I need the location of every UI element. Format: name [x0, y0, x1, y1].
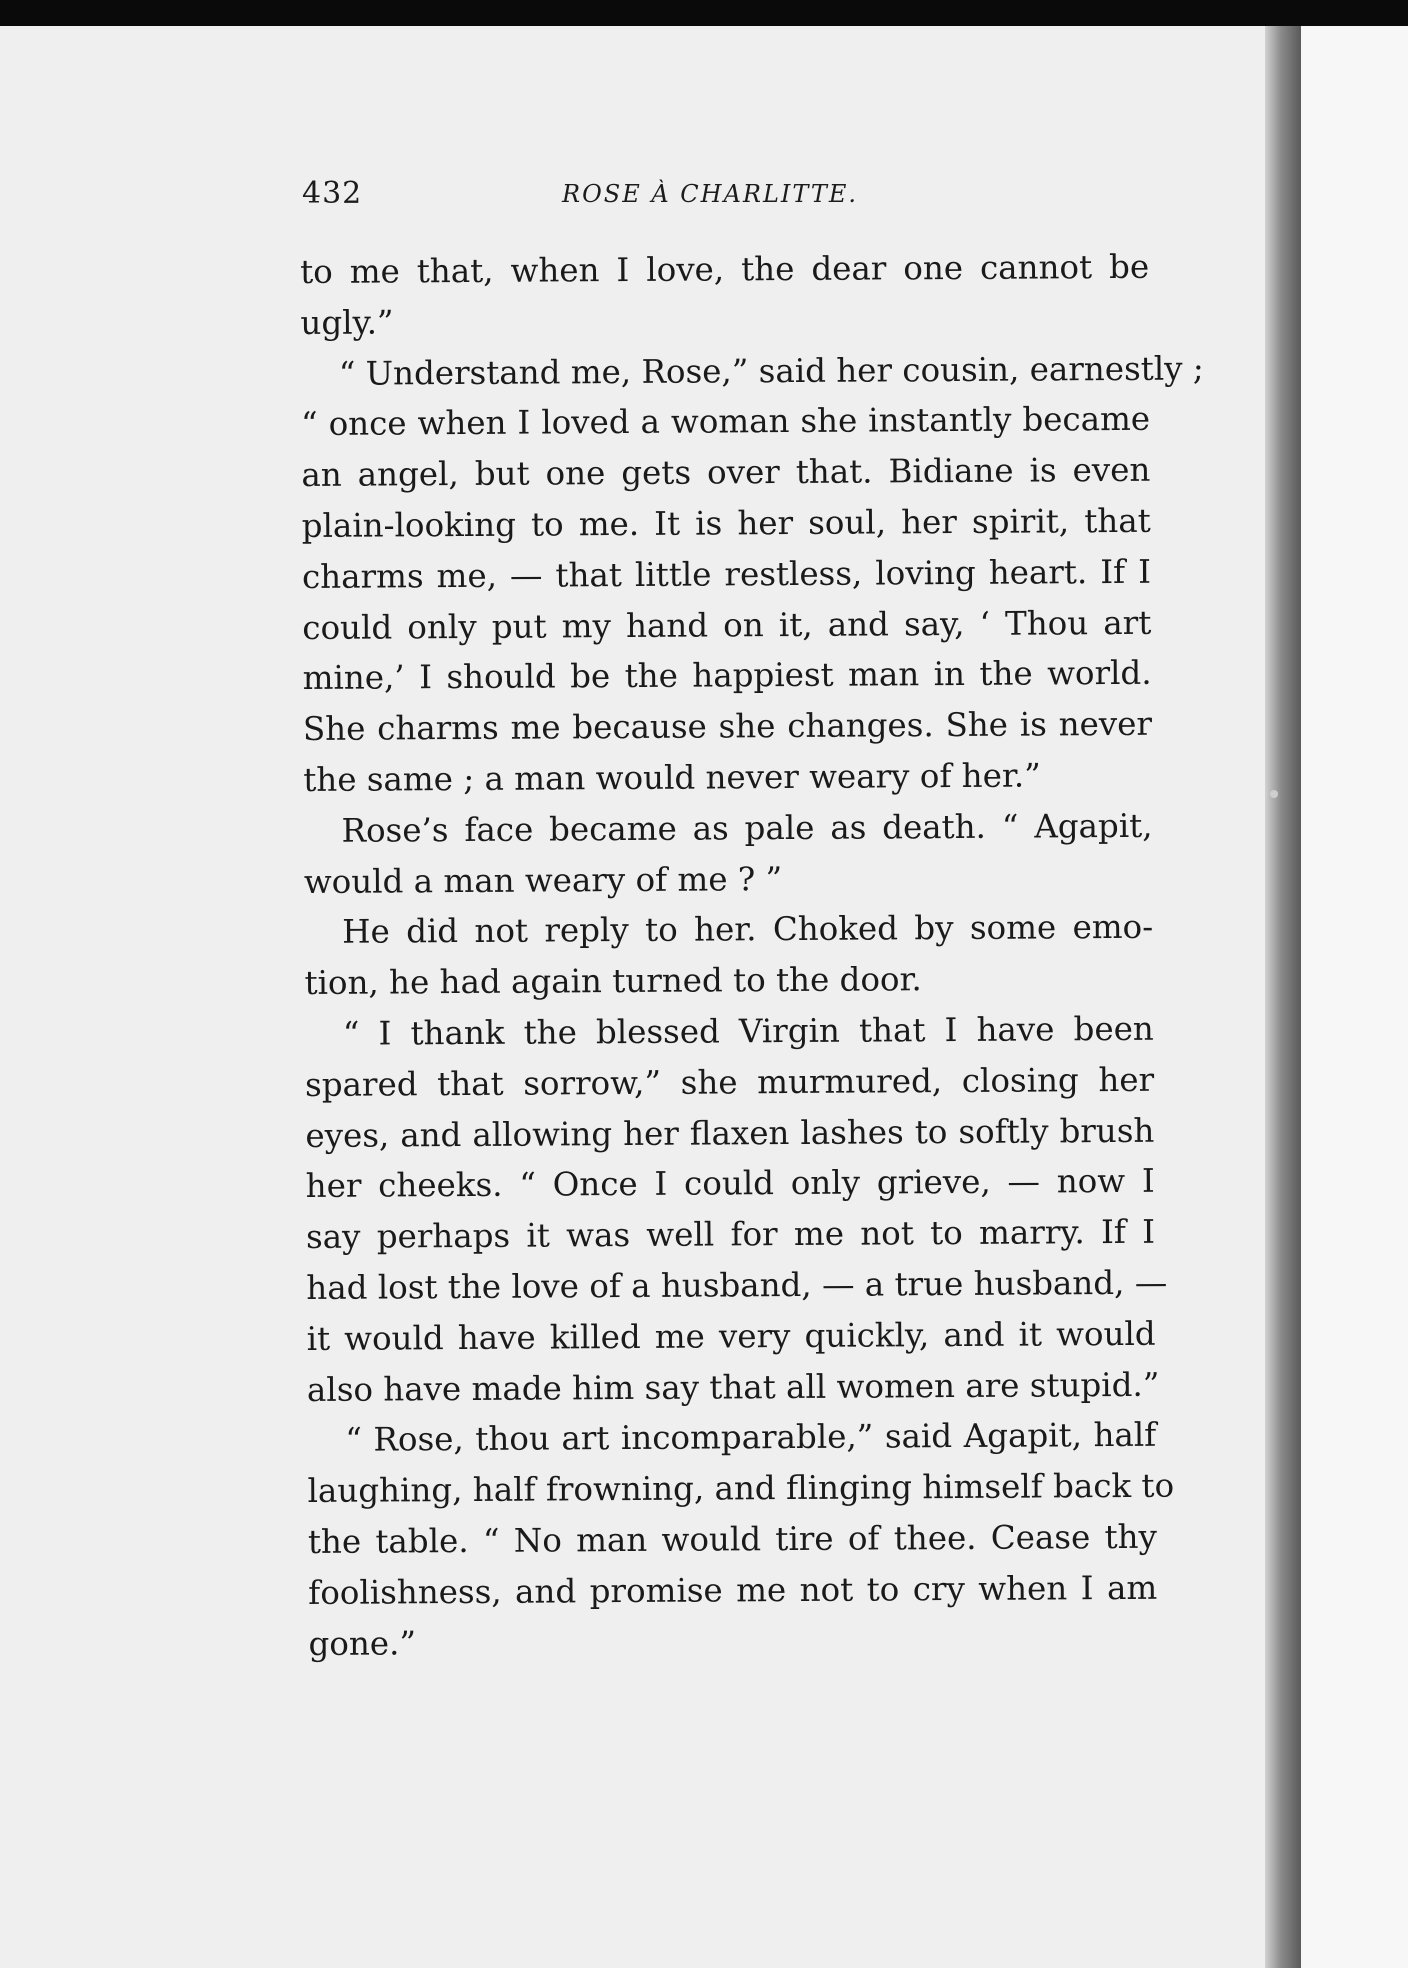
- text-line: to me that, when I love, the dear one cannot be: [300, 247, 1150, 291]
- text-line: mine,’ I should be the happiest man in the world.: [302, 654, 1152, 698]
- text-line: laughing, half frowning, and flinging himself back to: [307, 1466, 1175, 1511]
- page-number: 432: [302, 176, 363, 211]
- text-line: He did not reply to her. Choked by some emo-: [342, 908, 1154, 952]
- text-line: Rose’s face became as pale as death. “ Agapit,: [341, 806, 1153, 850]
- text-line: foolishness, and promise me not to cry when I am: [308, 1568, 1158, 1612]
- text-line: could only put my hand on it, and say, ‘ Thou art: [302, 603, 1152, 647]
- text-line: “ Understand me, Rose,” said her cousin, earnestly ;: [338, 349, 1204, 393]
- text-line: She charms me because she changes. She is never: [302, 704, 1153, 749]
- text-line: charms me, — that little restless, loving heart. If I: [301, 552, 1152, 596]
- body-text: [300, 242, 1204, 1669]
- text-line: an angel, but one gets over that. Bidiane is even: [301, 450, 1151, 495]
- page-fore-edge: [1265, 26, 1301, 1968]
- text-line: had lost the love of a husband, — a true husband, —: [306, 1263, 1168, 1307]
- text-line: would a man weary of me ? ”: [303, 859, 783, 901]
- text-line: plain-looking to me. It is her soul, her spirit, that: [301, 501, 1151, 545]
- text-line: “ once when I loved a woman she instantly became: [300, 400, 1151, 444]
- scan-top-border: [0, 0, 1408, 26]
- paper-speck: [1270, 790, 1278, 798]
- text-line: gone.”: [308, 1623, 417, 1663]
- running-title: ROSE À CHARLITTE.: [562, 180, 859, 208]
- text-line: ugly.”: [300, 303, 394, 342]
- text-line: also have made him say that all women are stupid.”: [306, 1365, 1160, 1409]
- text-line: say perhaps it was well for me not to marry. If I: [305, 1212, 1156, 1257]
- text-line: spared that sorrow,” she murmured, closing her: [305, 1060, 1155, 1104]
- text-line: the same ; a man would never weary of her.”: [303, 756, 1041, 799]
- text-line: eyes, and allowing her flaxen lashes to softly brush: [305, 1111, 1155, 1155]
- running-header: [302, 176, 908, 216]
- text-line: it would have killed me very quickly, and it would: [306, 1314, 1156, 1358]
- text-line: “ I thank the blessed Virgin that I have been: [342, 1009, 1154, 1053]
- text-line: the table. “ No man would tire of thee. Cease thy: [307, 1517, 1158, 1561]
- text-line: “ Rose, thou art incomparable,” said Agapit, half: [345, 1416, 1157, 1460]
- text-line: her cheeks. “ Once I could only grieve, — now I: [305, 1162, 1155, 1206]
- scan-background-strip: [1301, 26, 1408, 1968]
- text-line: tion, he had again turned to the door.: [304, 960, 922, 1003]
